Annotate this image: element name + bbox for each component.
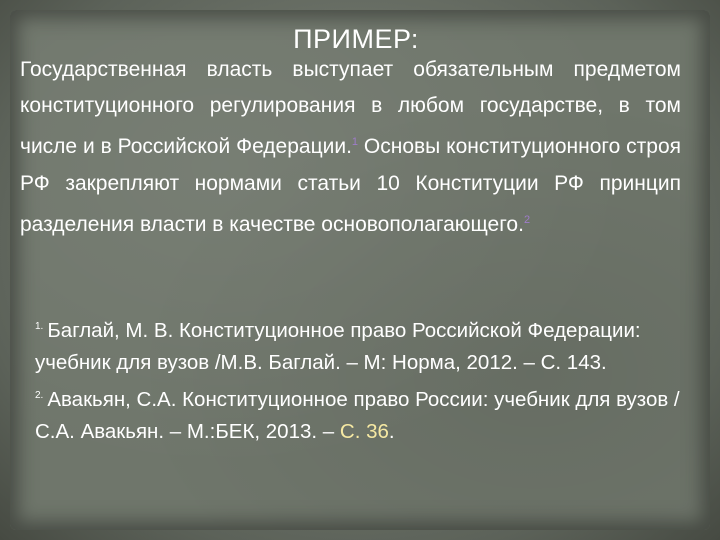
reference-item-1 — [35, 311, 705, 380]
footnote-marker-2: 2 — [523, 213, 531, 226]
footnote-marker-1: 1 — [351, 136, 359, 149]
reference-end: . — [388, 420, 395, 444]
main-text-part-2: Основы конституционного строя РФ закрепляют нормами статьи 10 Конституции РФ принцип разделения власти в качестве основополагающего. — [20, 135, 681, 236]
reference-page: С. 36 — [339, 420, 389, 444]
main-paragraph — [20, 52, 681, 243]
main-text-part-1: Государственная власть выступает обязательным предметом конституционного регулирования в любом государстве, в том числе и в Российской Федерации. — [20, 58, 681, 159]
reference-item-2 — [35, 380, 705, 449]
reference-number: 2. — [35, 389, 44, 401]
reference-number: 1. — [35, 321, 44, 332]
reference-text: Авакьян, С.А. Конституционное право России: учебник для вузов /С.А. Авакьян. – М.:БЕК, 2013. – — [35, 387, 680, 444]
reference-text: Баглай, М. В. Конституционное право Российской Федерации: учебник для вузов /М.В. Баглай. – М: Норма, 2012. – С. 143. — [35, 318, 641, 375]
references-list — [35, 311, 705, 449]
slide-title: ПРИМЕР: — [293, 24, 419, 54]
